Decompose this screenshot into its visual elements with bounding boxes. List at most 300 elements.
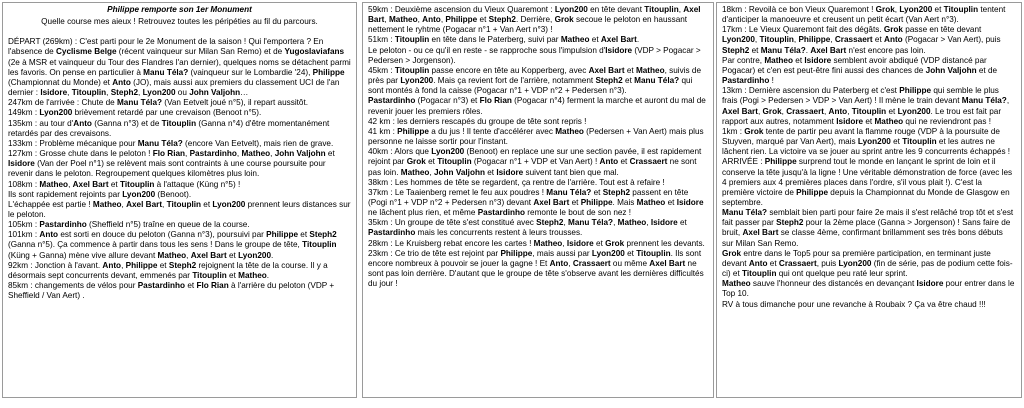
- entry-text: 51km :: [368, 35, 395, 45]
- rider-name: Pastardinho: [189, 149, 237, 159]
- entry-text: L'échappée est partie !: [8, 199, 93, 209]
- entry-text: .: [805, 45, 811, 55]
- report-entry: [8, 230, 351, 260]
- report-entry: [722, 157, 1016, 208]
- rider-name: Lyon200: [431, 147, 465, 157]
- entry-text: et: [665, 197, 677, 207]
- entry-text: se classe 4ème, confirmant brillamment ses très bons débuts sur Milan San Remo.: [722, 228, 1003, 248]
- rider-name: Matheo: [92, 199, 122, 209]
- entry-text: et: [325, 149, 335, 159]
- entry-text: et: [677, 218, 687, 228]
- entry-text: semblent avoir abdiqué (VDP distancé par Pogacar) et c'en est peut-être fini aussi des chances de: [722, 55, 987, 75]
- rider-name: Lyon200: [857, 137, 891, 147]
- entries-column-3: [722, 5, 1016, 310]
- entry-text: et: [569, 197, 581, 207]
- rider-name: Grok: [875, 5, 895, 14]
- report-entry: [8, 139, 351, 149]
- rider-name: Philippe: [266, 230, 298, 240]
- rider-name: Axel Bart: [126, 199, 163, 209]
- entry-text: (vainqueur sur le Lombardie '24),: [188, 67, 313, 77]
- rider-name: Titouplin: [636, 248, 671, 258]
- entry-text: . Le trou est fait par rapport aux autres, notamment: [722, 106, 1002, 126]
- entry-text: 133km : Problème mécanique pour: [8, 138, 138, 148]
- entry-text: (Van der Poel n°1) se relèvent mais sont contraints à une course poursuite pour revenir dans le peloton. Regroupement quelques kilomètres plus loin.: [8, 159, 326, 179]
- entry-text: en tête devant: [587, 5, 645, 14]
- entry-text: ,: [185, 149, 190, 159]
- entry-text: 42 km : les derniers rescapés du groupe de tête sont repris !: [368, 116, 587, 126]
- rider-name: Grok: [406, 157, 426, 167]
- entry-text: (Pogacar n°1 + VDP et Van Aert) !: [471, 157, 600, 167]
- entry-text: …: [240, 88, 249, 98]
- report-entry: [8, 261, 351, 281]
- entry-text: . Mais ça revient fort de l'arrière, notamment: [433, 76, 596, 86]
- entry-text: prennent les devants.: [624, 238, 705, 248]
- entry-text: pour la 2ème place (Ganna > Jorgenson) ! Sans faire de bruit,: [722, 218, 1011, 238]
- entry-text: et les autres ne lâchent rien. La victoire va se jouer au sprint antre les 9 concurrents échappés !: [722, 137, 1011, 157]
- entry-text: ,: [613, 218, 618, 228]
- rider-name: Steph2: [602, 187, 631, 197]
- rider-name: Manu Téla?: [634, 76, 680, 86]
- entry-text: et: [185, 281, 197, 291]
- entries-column-1: [8, 37, 351, 301]
- report-entry: [722, 300, 1016, 310]
- entry-text: ,: [793, 35, 799, 45]
- rider-name: Isidore: [676, 197, 704, 207]
- entry-text: Par contre,: [722, 55, 765, 65]
- rider-name: Matheo: [157, 250, 187, 260]
- entry-text: ,: [1006, 96, 1010, 106]
- entry-text: (JO), mais aussi aux premiers du classement UCI de l'an dernier :: [8, 77, 340, 98]
- rider-name: Titouplin: [302, 240, 337, 250]
- entry-text: 41 km :: [368, 126, 398, 136]
- rider-name: Isidore: [916, 279, 944, 289]
- report-entry: [722, 279, 1016, 299]
- rider-name: Axel Bart: [649, 258, 686, 268]
- entry-text: 105km :: [8, 220, 40, 230]
- rider-name: Flo Rian: [196, 281, 229, 291]
- rider-name: Manu Téla?: [722, 208, 768, 218]
- rider-name: Titouplin: [851, 106, 887, 116]
- entry-text: qui sont montés à fond la caisse (Pogacar n°1 + VDP n°2 + Pedersen n°3).: [368, 76, 693, 96]
- report-entry: [722, 25, 1016, 55]
- entry-text: et: [201, 199, 213, 209]
- rider-name: Axel Bart: [810, 45, 847, 55]
- rider-name: Matheo: [560, 35, 590, 45]
- entry-text: et: [624, 65, 636, 75]
- entry-text: qui ont quelque peu raté leur sprint.: [776, 269, 908, 279]
- report-entry: [8, 108, 351, 118]
- rider-name: Pastardinho: [477, 208, 526, 218]
- entry-text: 35km : Un groupe de tête s'est constitué avec: [368, 218, 537, 228]
- entry-text: RV à tous dimanche pour une revanche à Roubaix ? Ça va être chaud !!!: [722, 299, 986, 309]
- entry-text: ne sont pas loin.: [368, 157, 697, 177]
- entry-text: ,: [781, 106, 787, 116]
- report-entry: [722, 208, 1016, 249]
- rider-name: Lyon200: [142, 88, 176, 98]
- article-subtitle: Quelle course mes aieux ! Retrouvez toutes les péripéties au fil du parcours.: [41, 17, 318, 27]
- race-report-column-1: [2, 2, 357, 398]
- entry-text: passe en tête devant: [903, 25, 982, 35]
- rider-name: Titouplin: [161, 118, 197, 128]
- report-entry: [368, 35, 708, 45]
- entry-text: qui ne reviendront pas !: [903, 116, 991, 126]
- entry-text: , suivis de près par: [368, 65, 701, 86]
- rider-name: Anto: [112, 77, 131, 87]
- rider-name: Titouplin: [394, 35, 430, 45]
- rider-name: Isidore: [605, 45, 633, 55]
- rider-name: Anto: [549, 258, 569, 268]
- entry-text: ,: [186, 250, 191, 260]
- rider-name: Lyon200: [238, 250, 271, 260]
- report-entry: [368, 239, 708, 249]
- entry-text: (encore Van Eetvelt), mais rien de grave.: [182, 138, 334, 148]
- rider-name: Lyon200: [591, 248, 625, 258]
- entry-text: ,: [440, 15, 446, 25]
- rider-name: Philippe: [445, 15, 478, 25]
- entry-text: passent en tête (Pogi n°1 + VDP n°2 + Pedersen n°3) devant: [368, 187, 689, 207]
- rider-name: Titouplin: [119, 179, 155, 189]
- report-entry: [722, 56, 1016, 86]
- rider-name: Anto: [748, 258, 768, 268]
- entry-text: n'est encore pas loin.: [846, 45, 926, 55]
- rider-name: Anto: [599, 157, 619, 167]
- rider-name: Titouplin: [759, 35, 794, 45]
- report-entry: [8, 190, 351, 200]
- rider-name: John Valjohn: [434, 167, 485, 177]
- entry-text: et de: [976, 65, 998, 75]
- entry-text: ,: [678, 5, 684, 14]
- rider-name: Titouplin: [394, 65, 430, 75]
- rider-name: Axel Bart: [533, 197, 570, 207]
- entry-text: remonte le bout de son nez !: [525, 208, 632, 218]
- entry-text: 28km : Le Kruisberg rebat encore les cartes !: [368, 238, 534, 248]
- rider-name: Axel Bart: [742, 228, 779, 238]
- entry-text: .: [266, 270, 270, 280]
- entry-text: . Mais: [612, 197, 637, 207]
- entry-text: ARRIVÉE :: [722, 157, 765, 167]
- rider-name: Titouplin: [742, 269, 777, 279]
- entry-text: surprend tout le monde en lançant le sprint de loin et il conserve la tête jusqu'à la ligne ! Une véritable démonstration de force (avec les 4 premiers aux 4 premières places dans l'ordre, s'il vous plait !). C'est la première victoire de: [722, 157, 1013, 197]
- rider-name: Isidore: [566, 238, 594, 248]
- rider-name: Philippe: [764, 157, 797, 167]
- entry-text: 92km : Jonction à l'avant.: [8, 260, 103, 270]
- entry-text: ,: [823, 106, 829, 116]
- entry-text: 135km : au tour d': [8, 118, 74, 128]
- rider-name: Isidore: [8, 159, 35, 169]
- entry-text: ne sont pas loin derrière. D'autant que le groupe de tête s'observe avant les dernières difficultés du jour !: [368, 258, 704, 289]
- race-report-column-2: [362, 2, 714, 398]
- rider-name: Matheo: [636, 197, 666, 207]
- entry-text: (Ganna n°3) et de: [91, 118, 162, 128]
- entry-text: (VDP > Pogacar > Pedersen > Jorgenson).: [368, 45, 701, 65]
- report-entry: [8, 119, 351, 139]
- entry-text: 101km :: [8, 230, 40, 240]
- rider-name: Manu Téla?: [760, 45, 806, 55]
- entry-text: ,: [106, 88, 111, 98]
- entry-text: et: [872, 35, 885, 45]
- entry-text: 247km de l'arrivée : Chute de: [8, 98, 117, 108]
- entry-text: ,: [847, 106, 852, 116]
- entry-text: 59km : Deuxième ascension du Vieux Quaremont :: [368, 5, 555, 14]
- entry-text: (Pogacar n°4) ferment la marche et auront du mal de revenir jouer les premiers rôles.: [368, 96, 706, 116]
- rider-name: Titouplin: [644, 5, 679, 14]
- entry-text: 13km : Dernière ascension du Paterberg et c'est: [722, 86, 900, 96]
- entry-text: mais les concurrents restent à leurs trousses.: [415, 228, 583, 238]
- rider-name: John Valjohn: [189, 88, 241, 98]
- rider-name: Crassaert: [629, 157, 668, 167]
- entry-text: (Benoot).: [155, 189, 192, 199]
- rider-name: Yugoslaviafans: [284, 47, 345, 57]
- entry-text: et: [618, 157, 630, 167]
- rider-name: Philippe: [125, 260, 158, 270]
- entry-text: prennent leurs distances sur le peloton.: [8, 199, 351, 219]
- entry-text: et: [157, 260, 169, 270]
- rider-name: Isidore: [40, 88, 68, 98]
- rider-name: Isidore: [804, 55, 832, 65]
- rider-name: Titouplin: [437, 157, 472, 167]
- entry-text: brièvement retardé par une crevaison (Benoot n°5).: [72, 108, 262, 118]
- rider-name: Matheo: [388, 15, 418, 25]
- entry-text: ,: [67, 88, 72, 98]
- rider-name: Matheo: [764, 55, 793, 65]
- entry-text: à l'arrière du peloton (VDP + Sheffield / Van Aert) .: [8, 281, 335, 301]
- rider-name: Lyon200: [554, 5, 588, 14]
- rider-name: John Valjohn: [925, 65, 977, 75]
- rider-name: Philippe: [500, 248, 533, 258]
- rider-name: Lyon200: [897, 106, 931, 116]
- entry-text: ,: [236, 149, 242, 159]
- entry-text: tentent d'anticiper la manoeuvre et creusent un petit écart (Van Aert n°3).: [722, 5, 1006, 25]
- rider-name: Steph2: [722, 45, 750, 55]
- rider-name: Steph2: [488, 15, 516, 25]
- entry-text: ,: [270, 149, 275, 159]
- entry-text: (Küng + Ganna) mène vive allure devant: [8, 250, 158, 260]
- report-entry: [8, 220, 351, 230]
- entry-text: sauve l'honneur des distancés en devançant: [750, 279, 917, 289]
- rider-name: Cyclisme Belge: [56, 47, 117, 57]
- rider-name: Lyon200: [400, 76, 434, 86]
- rider-name: Matheo: [617, 218, 647, 228]
- rider-name: Titouplin: [192, 270, 227, 280]
- entry-text: .: [636, 35, 640, 45]
- entry-text: et: [591, 187, 603, 197]
- entry-text: ,: [646, 218, 651, 228]
- report-entry: [368, 96, 708, 116]
- rider-name: Grok: [762, 106, 782, 116]
- entry-text: ,: [830, 35, 835, 45]
- entry-text: 17km : Le Vieux Quaremont fait des dégâts.: [722, 25, 884, 35]
- rider-name: Philippe: [899, 86, 932, 96]
- report-entry: [722, 249, 1016, 279]
- rider-name: Philippe: [397, 126, 429, 136]
- entry-text: 37km : Le Taaienberg remet le feu aux poudres !: [368, 187, 547, 197]
- entry-text: pour entrer dans le Top 10.: [722, 279, 1015, 299]
- rider-name: Crassaert: [572, 258, 611, 268]
- rider-name: Manu Téla?: [568, 218, 614, 228]
- entries-column-2: [368, 5, 708, 289]
- entry-text: ,: [384, 15, 389, 25]
- entry-text: . Derrière,: [515, 15, 555, 25]
- report-entry: [8, 149, 351, 179]
- rider-name: Steph2: [110, 88, 139, 98]
- report-entry: [722, 127, 1016, 157]
- entry-text: !: [769, 76, 774, 86]
- entry-text: et: [484, 167, 497, 177]
- rider-name: Lyon200: [838, 258, 872, 268]
- entry-text: (Ganna n°5). Ça commence à partir dans tous les sens ! Dans le groupe de tête,: [8, 240, 303, 250]
- entry-text: , mais aussi par: [532, 248, 592, 258]
- rider-name: Matheo: [722, 279, 751, 289]
- rider-name: Lyon200: [39, 108, 73, 118]
- entry-text: , puis: [816, 258, 839, 268]
- entry-text: 127km : Grosse chute dans le peloton !: [8, 149, 153, 159]
- entry-text: (Van Eetvelt joué n°5), il repart aussitôt.: [162, 98, 309, 108]
- rider-name: Lyon200: [212, 199, 246, 209]
- entry-text: Le peloton - ou ce qu'il en reste - se rapproche sous l'impulsion d': [368, 45, 606, 55]
- rider-name: Titouplin: [71, 88, 107, 98]
- entry-text: suivent tant bien que mal.: [523, 167, 619, 177]
- entry-text: (Benoot) en replace une sur une section pavée, il est rapidement rejoint par: [368, 147, 702, 167]
- rider-name: Grok: [605, 238, 625, 248]
- entry-text: Ils sont rapidement rejoints par: [8, 189, 123, 199]
- rider-name: Crassaert: [786, 106, 824, 116]
- rider-name: Grok: [744, 126, 764, 136]
- entry-text: 18km : Revoilà ce bon Vieux Quaremont !: [722, 5, 876, 14]
- entry-text: (récent vainqueur sur Milan San Remo) et de: [116, 47, 285, 57]
- entry-text: et: [624, 248, 637, 258]
- entry-text: (fin de série, pas de podium cette fois-ci) et: [722, 258, 1013, 279]
- rider-name: Anto: [73, 118, 92, 128]
- entry-text: 23km : Ce trio de tête est rejoint par: [368, 248, 501, 258]
- report-entry: [368, 117, 708, 127]
- entry-text: 40km : Alors que: [368, 147, 432, 157]
- entry-text: ,: [68, 179, 73, 189]
- entry-text: ne lâchent plus rien, et même: [368, 208, 478, 218]
- rider-name: Axel Bart: [722, 106, 758, 116]
- rider-name: Axel Bart: [190, 250, 227, 260]
- race-report-column-3: [716, 2, 1022, 398]
- rider-name: John Valjohn: [274, 149, 326, 159]
- entry-text: et: [226, 250, 239, 260]
- entry-text: (Sheffield n°5) traîne en queue de la course.: [86, 220, 250, 230]
- rider-name: Anto: [39, 230, 59, 240]
- report-entry: [8, 281, 351, 301]
- rider-name: Manu Téla?: [137, 138, 183, 148]
- entry-text: ,: [429, 167, 434, 177]
- entry-text: 45km :: [368, 65, 395, 75]
- entry-text: ,: [754, 35, 760, 45]
- rider-name: Pastardinho: [368, 228, 416, 238]
- entry-text: ,: [121, 199, 127, 209]
- entry-text: rejoignent la tête de la course. Il y a désormais sept concurrents devant, emmenés par: [8, 260, 328, 280]
- entry-text: entre dans le Top5 pour sa première participation, en terminant juste devant: [722, 248, 991, 268]
- entry-text: et: [767, 258, 779, 268]
- rider-name: Axel Bart: [72, 179, 109, 189]
- entry-text: ,: [563, 218, 569, 228]
- rider-name: Axel Bart: [600, 35, 637, 45]
- entry-text: et: [886, 106, 898, 116]
- rider-name: Steph2: [536, 218, 564, 228]
- rider-name: Matheo: [238, 270, 267, 280]
- entry-text: depuis la Championnat du Monde de Glasgow en septembre.: [722, 187, 1010, 207]
- report-entry: [368, 178, 708, 188]
- report-entry: [368, 66, 708, 96]
- rider-name: Crassaert: [834, 35, 873, 45]
- rider-name: Pastardinho: [137, 281, 186, 291]
- entry-text: semblait bien parti pour faire 2e mais il s'est relâché trop tôt et s'est fait passer par: [722, 208, 1014, 228]
- rider-name: Grok: [883, 25, 903, 35]
- entry-text: ,: [417, 15, 423, 25]
- rider-name: Flo Rian: [152, 149, 186, 159]
- entry-text: ,: [162, 199, 167, 209]
- rider-name: Steph2: [595, 76, 623, 86]
- rider-name: Axel Bart: [368, 5, 701, 25]
- entry-text: en tête dans le Paterberg, suivi par: [429, 35, 561, 45]
- entry-text: .: [271, 250, 274, 260]
- report-entry: [722, 5, 1016, 25]
- rider-name: Manu Téla?: [143, 67, 189, 77]
- rider-name: Matheo: [555, 126, 584, 136]
- report-entry: [8, 98, 351, 108]
- rider-name: Titouplin: [943, 5, 979, 14]
- entry-text: et: [622, 76, 635, 86]
- entry-text: (Ganna n°4) d'être momentanément retardés par des crevaisons.: [8, 118, 330, 138]
- report-entry: [368, 249, 708, 290]
- rider-name: Matheo: [400, 167, 430, 177]
- report-entry: [8, 200, 351, 220]
- entry-text: 108km :: [8, 179, 40, 189]
- rider-name: Isidore: [496, 167, 524, 177]
- rider-name: Lyon200: [122, 189, 156, 199]
- rider-name: Titouplin: [166, 199, 202, 209]
- entry-text: ,: [562, 238, 567, 248]
- entry-text: et: [298, 230, 310, 240]
- entry-text: 149km :: [8, 108, 40, 118]
- rider-name: Steph2: [309, 230, 337, 240]
- entry-text: tente de partir peu avant la flamme rouge (VDP à la poursuite de Stuyven, marqué par Van Aert), mais: [722, 126, 1000, 147]
- report-entry: [368, 218, 708, 238]
- entry-text: . Ils sont encore nombreux à pouvoir se jouer la gagne ! Et: [368, 248, 702, 268]
- report-entry: [8, 180, 351, 190]
- rider-name: Lyon200: [722, 35, 755, 45]
- rider-name: Matheo: [874, 116, 904, 126]
- rider-name: Anto: [422, 15, 441, 25]
- rider-name: Titouplin: [902, 137, 937, 147]
- rider-name: Philippe: [312, 67, 345, 77]
- entry-text: ou: [175, 88, 190, 98]
- rider-name: Philippe: [580, 197, 613, 207]
- rider-name: Pastardinho: [368, 96, 416, 106]
- entry-text: 38km : Les hommes de tête se regardent, ça rentre de l'arrière. Tout est à refaire !: [368, 177, 665, 187]
- entry-text: et: [749, 45, 761, 55]
- entry-text: et: [593, 238, 606, 248]
- report-entry: [368, 46, 708, 66]
- rider-name: Isidore: [836, 116, 864, 126]
- entry-text: 85km : changements de vélos pour: [8, 281, 138, 291]
- entry-text: ,: [757, 106, 763, 116]
- report-entry: [368, 127, 708, 147]
- rider-name: Axel Bart: [588, 65, 625, 75]
- report-entry: [8, 37, 351, 98]
- entry-text: (Championnat du Monde) et: [8, 77, 113, 87]
- rider-name: Matheo: [39, 179, 69, 189]
- entry-text: ,: [568, 258, 573, 268]
- rider-name: Lyon200: [899, 5, 933, 14]
- article-title: Philippe remporte son 1er Monument: [107, 5, 252, 14]
- entry-text: ou même: [610, 258, 650, 268]
- entry-text: secoue le peloton en haussant nettement le ryhtme (Pogacar n°1 + Van Aert n°3) !: [368, 15, 688, 35]
- entry-text: et: [890, 137, 903, 147]
